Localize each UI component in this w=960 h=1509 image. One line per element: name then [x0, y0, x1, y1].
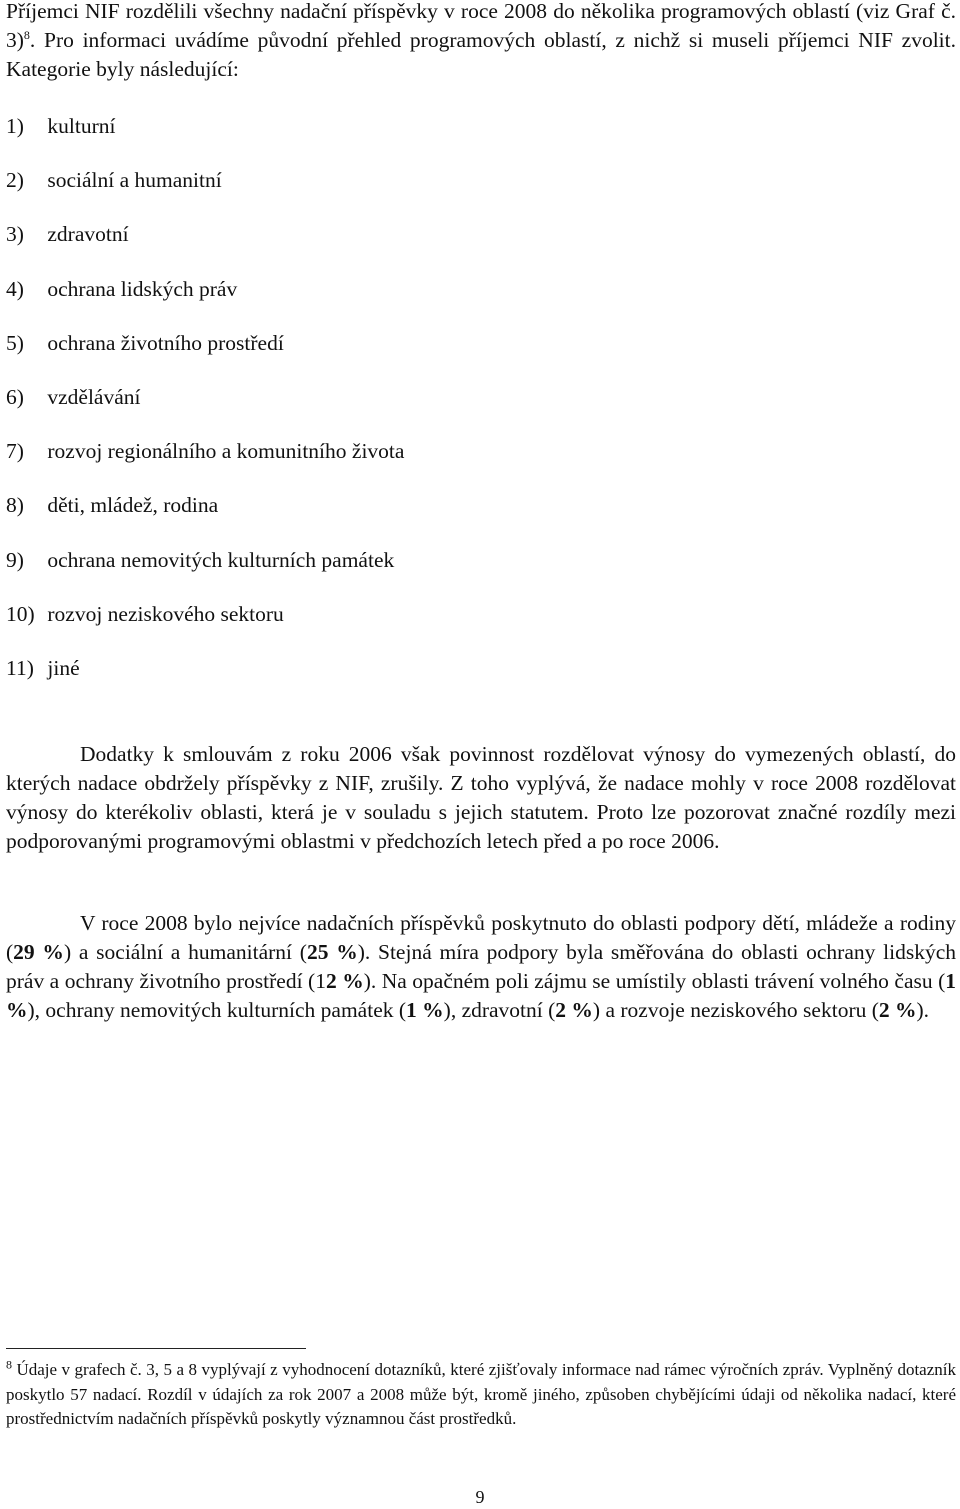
category-list — [6, 112, 404, 708]
results-text-2: ) a sociální a humanitární ( — [63, 940, 307, 964]
percent-leisure: 1 % — [6, 969, 956, 1022]
list-label: sociální a humanitní — [47, 168, 222, 193]
list-label: kulturní — [47, 114, 116, 138]
list-item — [6, 546, 404, 600]
intro-text-2: . Pro informaci uvádíme původní přehled programových oblastí, z nichž si museli příjemci NIF zvolit. Kategorie byly následující: — [6, 28, 956, 81]
list-item — [6, 275, 404, 329]
list-item — [6, 654, 404, 708]
list-label: děti, mládež, rodina — [47, 493, 219, 518]
list-label: jiné — [47, 655, 80, 680]
percent-rights-environment: 2 % — [325, 969, 364, 993]
results-text-7: ) a rozvoje neziskového sektoru ( — [592, 998, 879, 1022]
results-paragraph — [6, 909, 956, 1025]
results-text-4: ). Na opačném poli zájmu se umístily oblasti trávení volného času ( — [363, 969, 946, 993]
percent-health: 2 % — [555, 998, 593, 1022]
footnote-text: Údaje v grafech č. 3, 5 a 8 vyplývají z vyhodnocení dotazníků, které zjišťovaly informace nad rámec výročních zpráv. Vyplněný dotazník poskytlo 57 nadací. Rozdíl v údajích za rok 2007 a 2008 může být, kromě jiného, způsoben chybějícími údaji od několika nadací, které prostřednictvím nadačních příspěvků poskytly významnou část prostředků. — [6, 1360, 956, 1428]
amendments-paragraph — [6, 740, 956, 856]
list-number: 1) — [6, 114, 24, 138]
list-item — [6, 220, 404, 274]
list-item — [6, 437, 404, 491]
intro-text-1: Příjemci NIF rozdělili všechny nadační příspěvky v roce 2008 do několika programových oblastí (viz Graf č. 3) — [6, 0, 956, 52]
results-text-3: ). Stejná míra podpory byla směřována do oblasti ochrany lidských práv a ochrany životního prostředí (1 — [6, 940, 956, 993]
list-number: 10) — [6, 601, 35, 626]
footnote-separator — [6, 1348, 306, 1349]
amendments-text: Dodatky k smlouvám z roku 2006 však povinnost rozdělovat výnosy do vymezených oblastí, do kterých nadace obdržely příspěvky z NIF, zrušily. Z toho vyplývá, že nadace mohly v roce 2008 rozdělovat výnosy do kterékoliv oblasti, která je v souladu s jejich statutem. Proto lze pozorovat značné rozdíly mezi podporovanými programovými oblastmi v předchozích letech před a po roce 2006. — [6, 742, 956, 853]
percent-nonprofit: 2 % — [878, 998, 917, 1022]
list-number: 4) — [6, 276, 24, 301]
results-text-5: ), ochrany nemovitých kulturních památek ( — [27, 998, 407, 1022]
list-item — [6, 600, 404, 654]
list-number: 2) — [6, 168, 24, 193]
list-item — [6, 383, 404, 437]
list-number: 5) — [6, 330, 24, 355]
list-item — [6, 112, 404, 166]
list-item — [6, 329, 404, 383]
results-text-1: V roce 2008 bylo nejvíce nadačních příspěvků poskytnuto do oblasti podpory dětí, mládeže a rodiny ( — [6, 911, 956, 964]
page-number: 9 — [475, 1487, 485, 1507]
list-number: 9) — [6, 547, 24, 572]
percent-social: 25 % — [306, 940, 358, 964]
footnote-reference[interactable]: 8 — [23, 27, 30, 42]
results-text-6: ), zdravotní ( — [443, 998, 556, 1022]
footnote-number: 8 — [6, 1357, 12, 1372]
list-item — [6, 491, 404, 545]
list-number: 8) — [6, 493, 24, 518]
list-label: zdravotní — [47, 222, 129, 247]
list-number: 3) — [6, 222, 24, 247]
intro-paragraph — [6, 0, 956, 84]
list-number: 6) — [6, 384, 24, 409]
list-label: rozvoj neziskového sektoru — [47, 601, 284, 626]
list-item — [6, 166, 404, 220]
list-label: vzdělávání — [47, 384, 141, 409]
list-label: ochrana nemovitých kulturních památek — [47, 547, 395, 572]
list-label: ochrana životního prostředí — [47, 330, 284, 355]
list-label: ochrana lidských práv — [47, 276, 238, 301]
percent-children: 29 % — [13, 940, 64, 964]
list-number: 11) — [6, 655, 34, 680]
footnote — [6, 1358, 956, 1432]
results-text-8: ). — [916, 998, 930, 1022]
list-number: 7) — [6, 439, 24, 464]
list-label: rozvoj regionálního a komunitního života — [47, 439, 405, 464]
percent-monuments: 1 % — [406, 998, 444, 1022]
